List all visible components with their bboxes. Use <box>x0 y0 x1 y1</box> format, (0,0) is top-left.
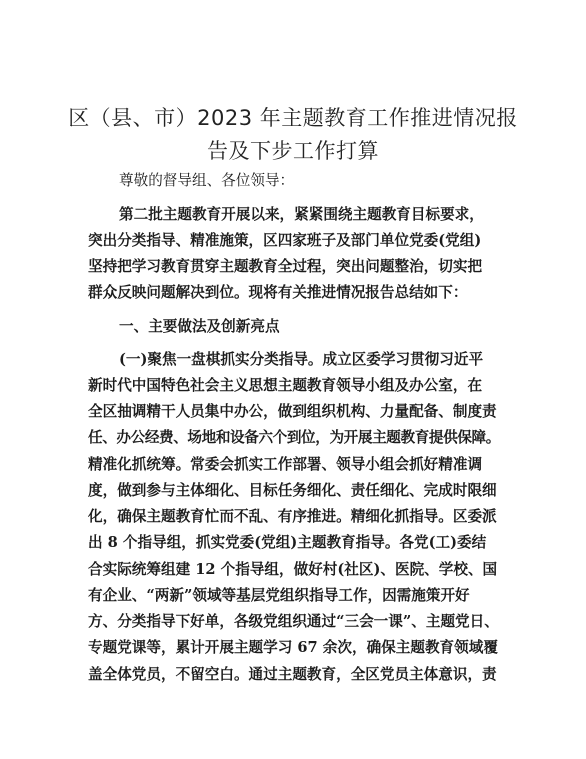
paragraph-1-line-1: 第二批主题教育开展以来，紧紧围绕主题教育目标要求， <box>119 206 484 223</box>
paragraph-1-line-2: 突出分类指导、精准施策，区四家班子及部门单位党委(党组) <box>88 232 482 249</box>
paragraph-2-line-5: 精准化抓统筹。常委会抓实工作部署、领导小组会抓好精准调 <box>88 456 483 473</box>
paragraph-2-line-8: 出 8 个指导组，抓实党委(党组)主题教育指导。各党(工)委结 <box>88 534 487 551</box>
paragraph-2-line-1: (一)聚焦一盘棋抓实分类指导。成立区委学习贯彻习近平 <box>119 351 484 368</box>
paragraph-2-line-12: 专题党课等，累计开展主题学习 67 余次，确保主题教育领域覆 <box>88 639 498 656</box>
paragraph-2-line-2: 新时代中国特色社会主义思想主题教育领导小组及办公室，在 <box>88 377 483 394</box>
paragraph-1-line-4: 群众反映问题解决到位。现将有关推进情况报告总结如下： <box>88 284 468 301</box>
paragraph-2-line-10: 有企业、“两新”领域等基层党组织指导工作，因需施策开好 <box>88 587 470 604</box>
paragraph-1-line-3: 坚持把学习教育贯穿主题教育全过程，突出问题整治，切实把 <box>88 258 483 275</box>
paragraph-2-line-4: 任、办公经费、场地和设备六个到位，为开展主题教育提供保障。 <box>88 429 500 446</box>
section-1-heading: 一、主要做法及创新亮点 <box>119 318 280 335</box>
paragraph-2-line-3: 全区抽调精干人员集中办公，做到组织机构、力量配备、制度责 <box>88 403 497 420</box>
paragraph-2-line-11: 方、分类指导下好单，各级党组织通过“三会一课”、主题党日、 <box>88 613 499 630</box>
paragraph-2-line-13: 盖全体党员，不留空白。通过主题教育，全区党员主体意识，责 <box>88 666 497 683</box>
paragraph-2-line-9: 合实际统筹组建 12 个指导组，做好村(社区)、医院、学校、国 <box>88 561 498 578</box>
paragraph-2-line-7: 化，确保主题教育忙而不乱、有序推进。精细化抓指导。区委派 <box>88 508 497 525</box>
document-title-line-1: 区（县、市）2023 年主题教育工作推进情况报 <box>68 106 518 130</box>
salutation: 尊敬的督导组、各位领导： <box>119 172 295 189</box>
paragraph-2-line-6: 度，做到参与主体细化、目标任务细化、责任细化、完成时限细 <box>88 482 497 499</box>
document-title-line-2: 告及下步工作打算 <box>207 139 379 163</box>
